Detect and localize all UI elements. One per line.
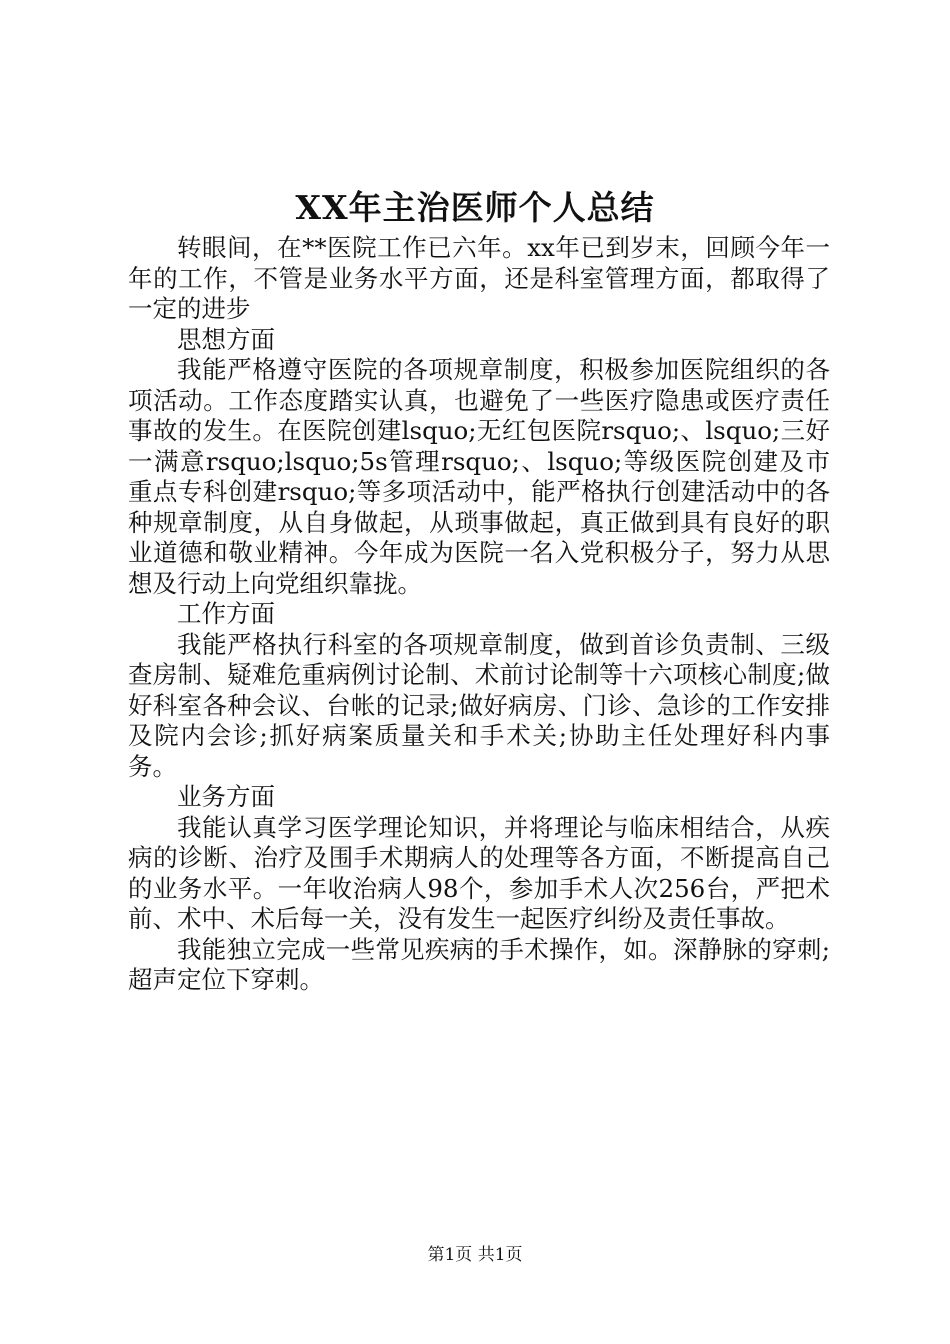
section-paragraph-business-1: 我能认真学习医学理论知识，并将理论与临床相结合，从疾病的诊断、治疗及围手术期病人的处理等各方面，不断提高自己的业务水平。一年收治病人98个，参加手术人次256台，严把术前、术中、术后每一关，没有发生一起医疗纠纷及责任事故。 bbox=[128, 812, 830, 933]
page-footer: 第1页 共1页 bbox=[427, 1245, 523, 1265]
section-heading-thought: 思想方面 bbox=[177, 324, 275, 354]
document-title: XX年主治医师个人总结 bbox=[295, 188, 655, 227]
document-body bbox=[128, 233, 830, 996]
section-paragraph-thought: 我能严格遵守医院的各项规章制度，积极参加医院组织的各项活动。工作态度踏实认真，也避免了一些医疗隐患或医疗责任事故的发生。在医院创建lsquo;无红包医院rsquo;、lsquo;三好一满意rsquo;lsquo;5s管理rsquo;、lsquo;等级医院创建及市重点专科创建rsquo;等多项活动中，能严格执行创建活动中的各种规章制度，从自身做起，从琐事做起，真正做到具有良好的职业道德和敬业精神。今年成为医院一名入党积极分子，努力从思想及行动上向党组织靠拢。 bbox=[128, 355, 830, 598]
intro-paragraph: 转眼间，在**医院工作已六年。xx年已到岁末，回顾今年一年的工作，不管是业务水平方面，还是科室管理方面，都取得了一定的进步 bbox=[128, 233, 830, 323]
section-heading-business: 业务方面 bbox=[177, 782, 275, 811]
section-paragraph-work: 我能严格执行科室的各项规章制度，做到首诊负责制、三级查房制、疑难危重病例讨论制、术前讨论制等十六项核心制度;做好科室各种会议、台帐的记录;做好病房、门诊、急诊的工作安排及院内会诊;抓好病案质量关和手术关;协助主任处理好科内事务。 bbox=[128, 629, 830, 781]
section-heading-work: 工作方面 bbox=[177, 599, 275, 628]
section-paragraph-business-2: 我能独立完成一些常见疾病的手术操作，如。深静脉的穿刺;超声定位下穿刺。 bbox=[128, 934, 830, 994]
